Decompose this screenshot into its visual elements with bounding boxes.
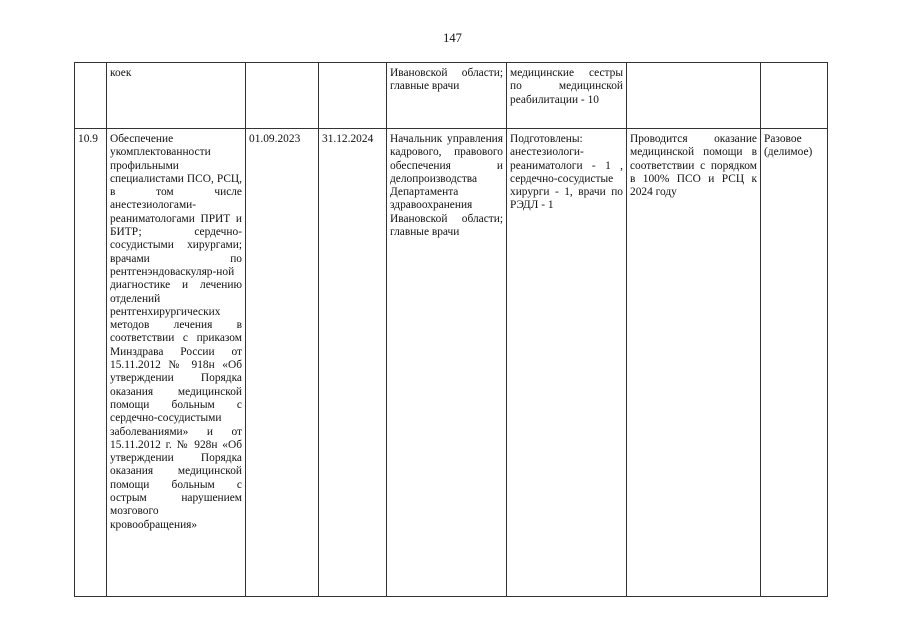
- status-cell: [627, 63, 761, 129]
- plan-table: [74, 62, 828, 597]
- start-date-cell: 01.09.2023: [246, 129, 319, 597]
- row-number-cell: [75, 63, 107, 129]
- type-cell: [761, 63, 828, 129]
- result-cell: медицинские сестры по медицинской реабилитации - 10: [507, 63, 627, 129]
- responsible-cell: Начальник управления кадрового, правового обеспечения и делопроизводства Департамента здравоохранения Ивановской области; главные врачи: [387, 129, 507, 597]
- start-date-cell: [246, 63, 319, 129]
- type-cell: Разовое (делимое): [761, 129, 828, 597]
- end-date-cell: 31.12.2024: [319, 129, 387, 597]
- responsible-cell: Ивановской области; главные врачи: [387, 63, 507, 129]
- end-date-cell: [319, 63, 387, 129]
- result-cell: Подготовлены: анестезиологи-реаниматологи - 1 , сердечно-сосудистые хирурги - 1, врачи по РЭДЛ - 1: [507, 129, 627, 597]
- page-number: 147: [443, 31, 462, 45]
- row-number-cell: 10.9: [75, 129, 107, 597]
- description-cell: Обеспечение укомплектованности профильными специалистами ПСО, РСЦ, в том числе анестезиологами-реаниматологами ПРИТ и БИТР; сердечно-сосудистыми хирургами; врачами по рентгенэндоваскуляр-ной диагностике и лечению отделений рентгенхирургических методов лечения в соответствии с приказом Минздрава России от 15.11.2012 № 918н «Об утверждении Порядка оказания медицинской помощи больным с сердечно-сосудистыми заболеваниями» и от 15.11.2012 г. № 928н «Об утверждении Порядка оказания медицинской помощи больным с острым нарушением мозгового кровообращения»: [107, 129, 246, 597]
- status-cell: Проводится оказание медицинской помощи в соответствии с порядком в 100% ПСО и РСЦ к 2024 году: [627, 129, 761, 597]
- description-cell: коек: [107, 63, 246, 129]
- table-row: [75, 129, 828, 597]
- table-row: [75, 63, 828, 129]
